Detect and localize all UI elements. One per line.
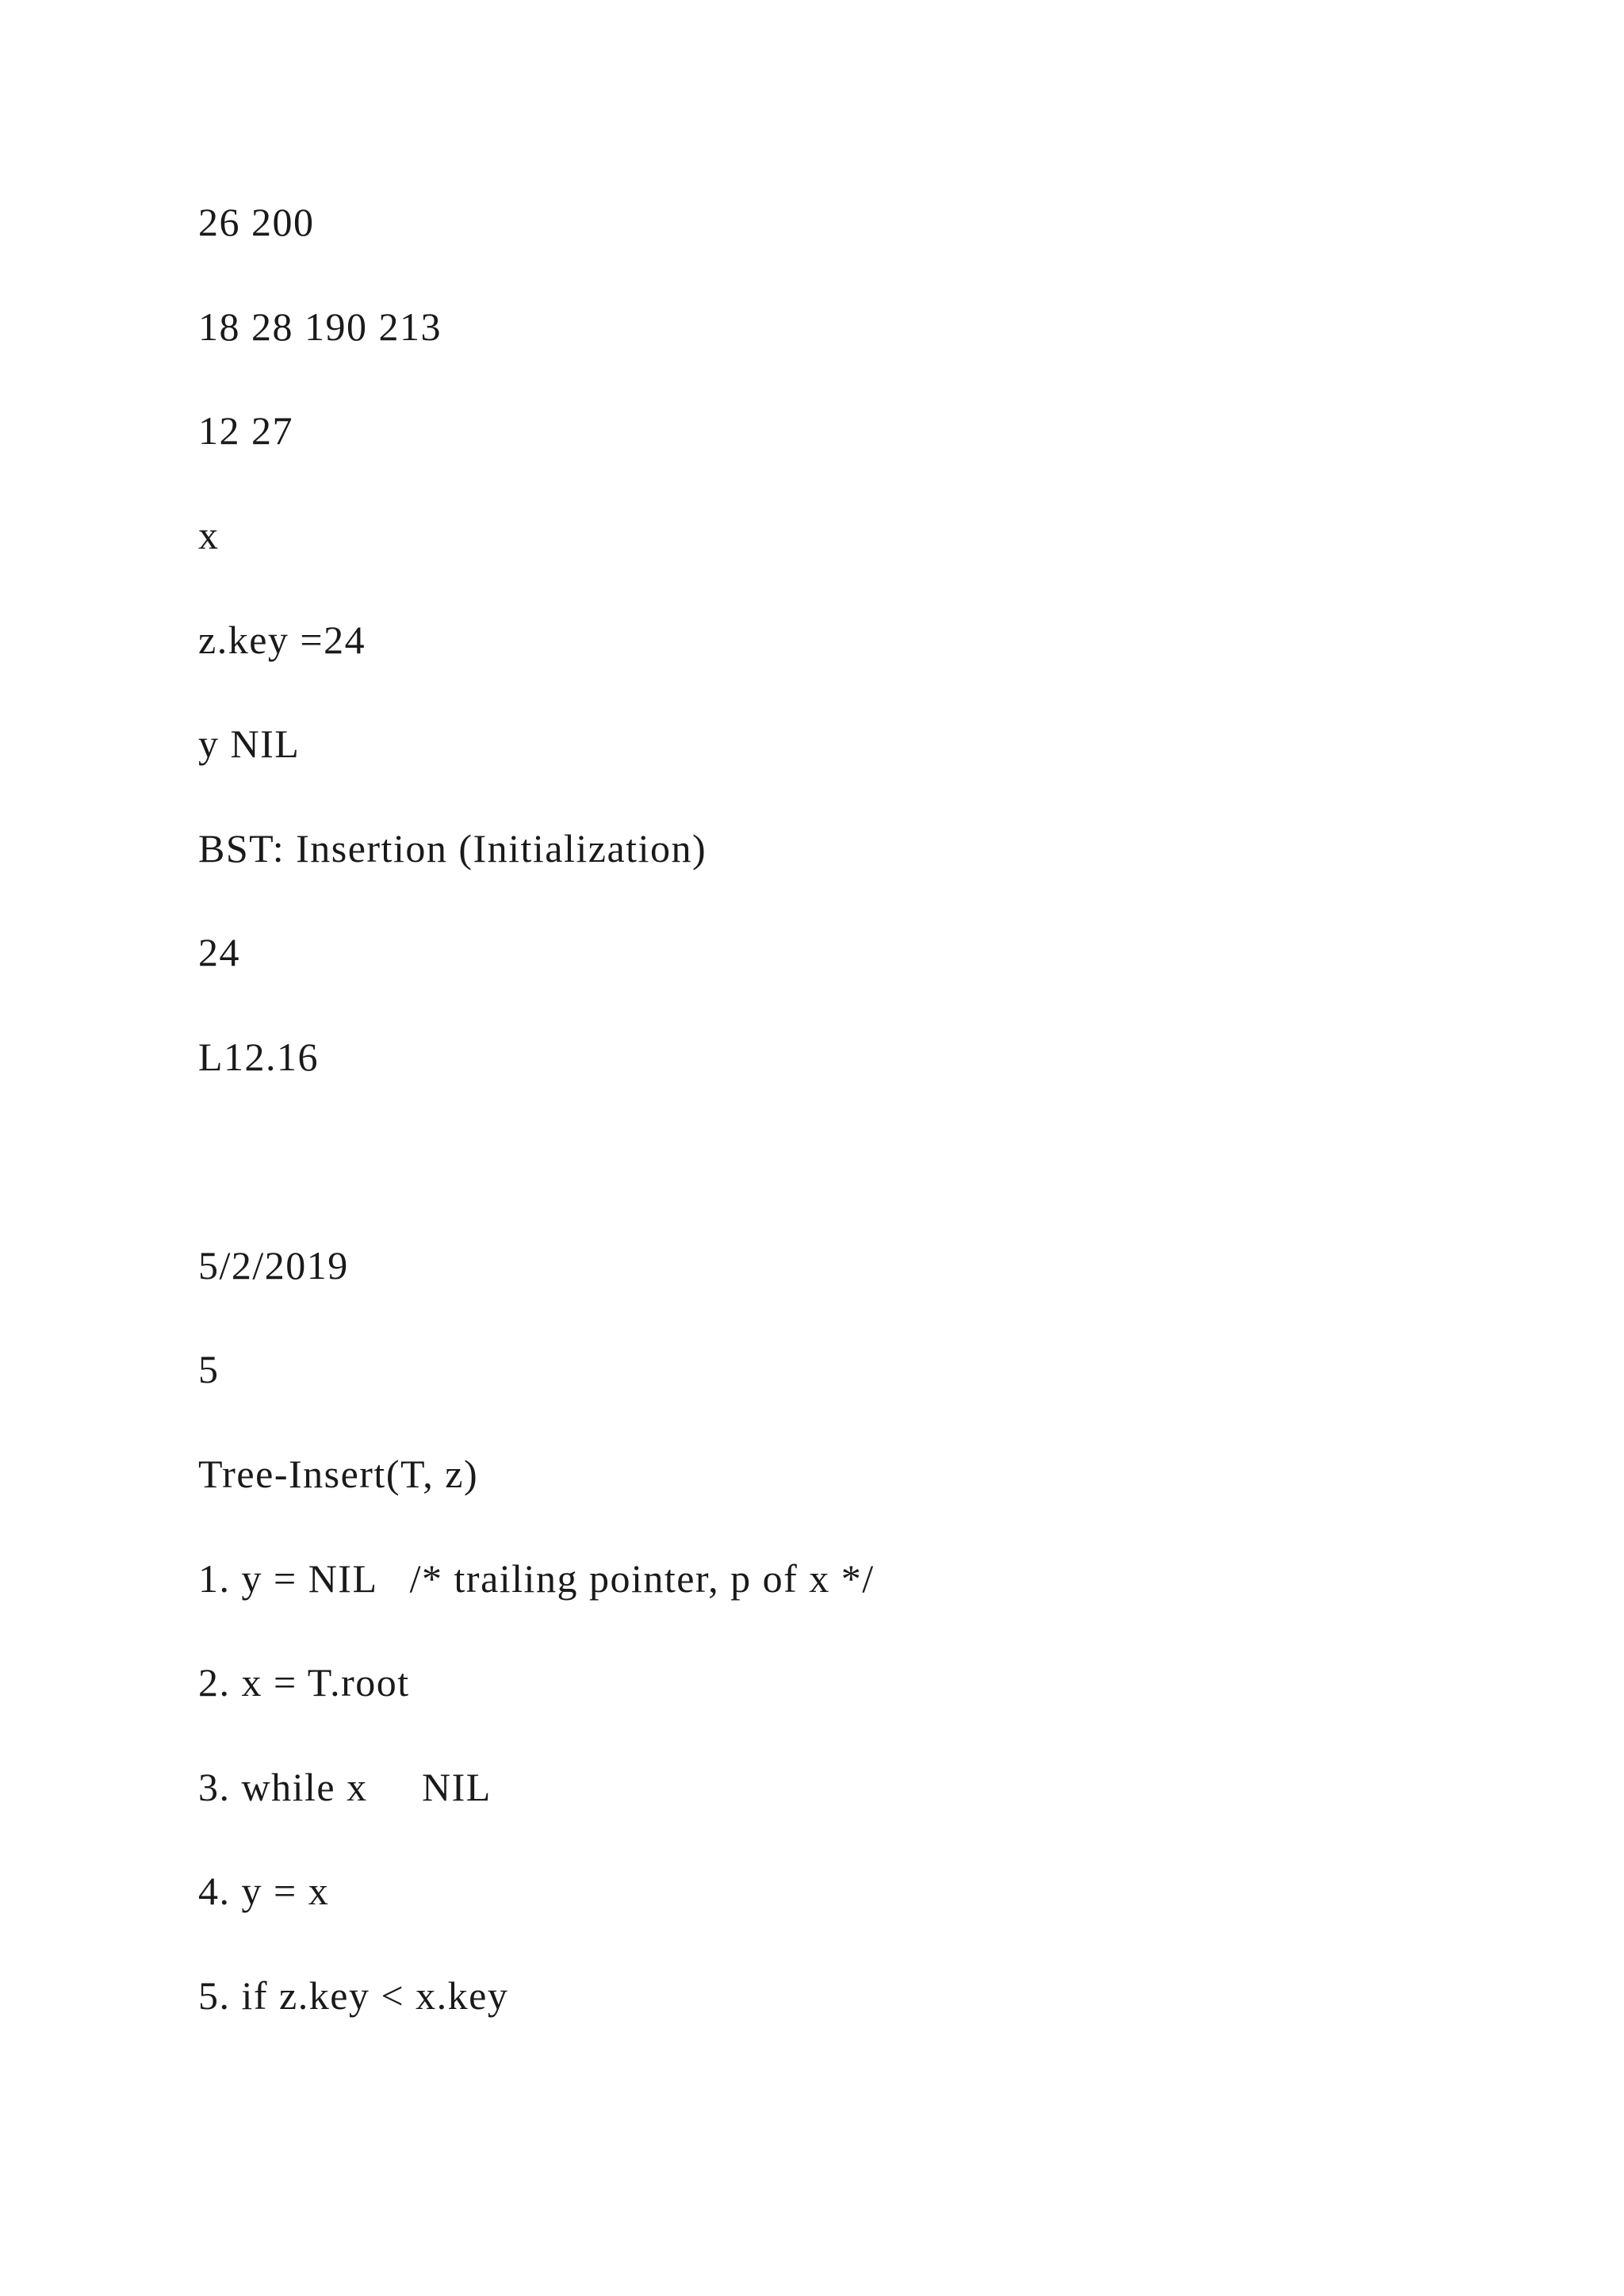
page-number: 5	[198, 1347, 220, 1391]
slide-title: BST: Insertion (Initialization)	[198, 826, 707, 871]
code-line-3: 3. while x NIL	[198, 1765, 471, 1809]
text-line-y-nil: y NIL	[198, 721, 301, 766]
slide-label: L12.16	[198, 1035, 320, 1079]
code-line-4: 4. y = x	[198, 1869, 330, 1913]
code-line-1: 1. y = NIL /* trailing pointer, p of x */	[198, 1556, 875, 1601]
date-text: 5/2/2019	[198, 1243, 349, 1288]
text-line-tree-third-level: 12 27	[198, 408, 293, 453]
text-line-node-24: 24	[198, 930, 240, 974]
code-line-2: 2. x = T.root	[198, 1660, 410, 1705]
text-line-tree-root-level: 26 200	[198, 200, 315, 244]
text-line-x-label: x	[198, 513, 220, 557]
algorithm-title: Tree-Insert(T, z)	[198, 1452, 479, 1496]
text-line-z-key: z.key =24	[198, 618, 366, 662]
code-line-5: 5. if z.key < x.key	[198, 1973, 509, 2018]
text-line-tree-second-level: 18 28 190 213	[198, 304, 442, 349]
